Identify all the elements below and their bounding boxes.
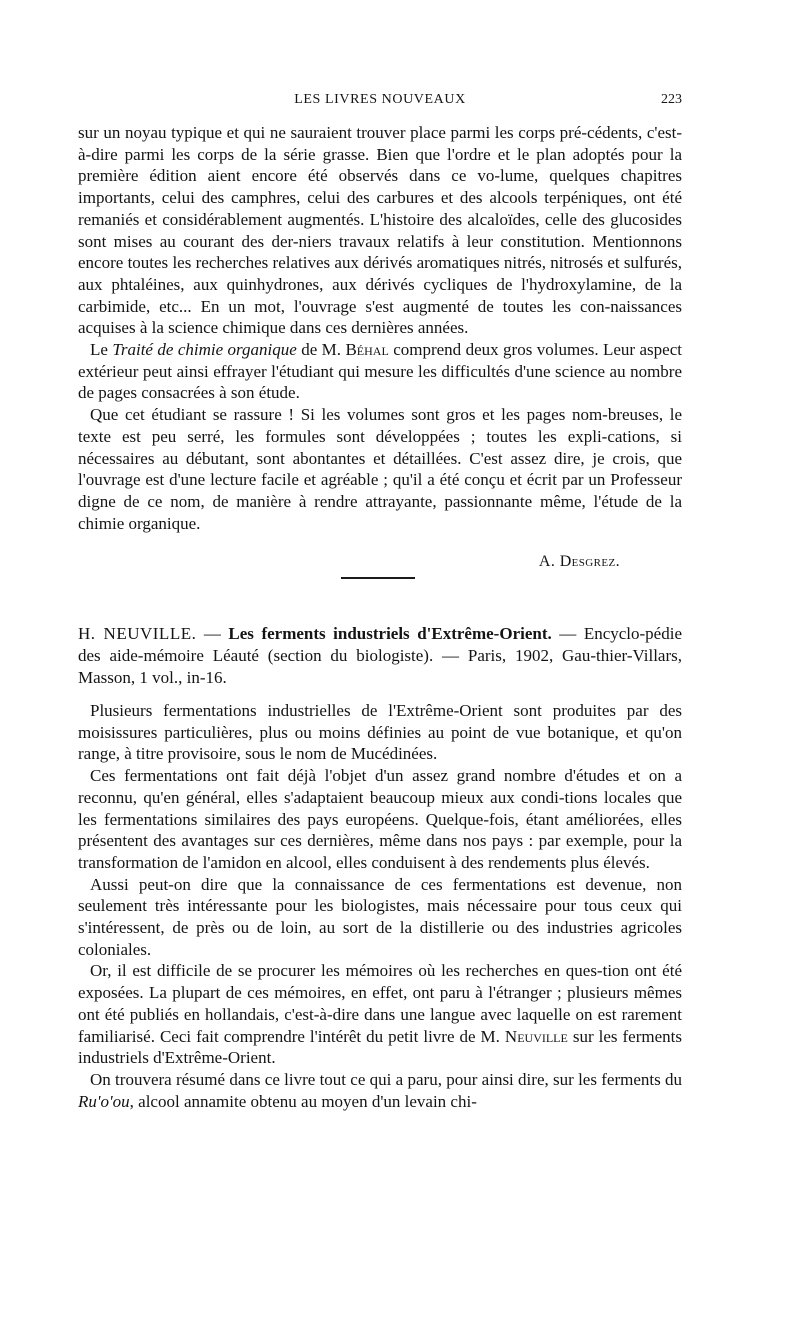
author-name: Béhal	[345, 340, 389, 360]
paragraph: Ces fermentations ont fait déjà l'objet d'un assez grand nombre d'études et on a reconnu, qu'en général, elles s'adaptaient beaucoup mieux aux condi-tions locales que les fermentations similaires des pays européens. Quelque-fois, étant améliorées, elles présentent des avantages sur ces dernières, même dans nos pays : par exemple, pour la transformation de l'amidon en alcool, elles conduisent à des rendements plus élevés.	[78, 766, 682, 872]
paragraph: On trouvera résumé dans ce livre tout ce qui a paru, pour ainsi dire, sur les ferments du Ru'o'ou, alcool annamite obtenu au moyen d'un levain chi-	[78, 1069, 682, 1111]
review-heading: H. NEUVILLE. — Les ferments industriels d'Extrême-Orient. — Encyclo-pédie des aide-mémoire Léauté (section du biologiste). — Paris, 1902, Gau-thier-Villars, Masson, 1 vol., in-16.	[78, 624, 682, 687]
paragraph: Aussi peut-on dire que la connaissance de ces fermentations est devenue, non seulement très intéressante pour les biologistes, mais nécessaire pour tous ceux qui s'intéressent, de près ou de loin, au sort de la distillerie ou des industries agricoles coloniales.	[78, 874, 682, 959]
section-divider	[341, 577, 415, 579]
reviewed-author: H. NEUVILLE.	[78, 624, 197, 643]
running-title: LES LIVRES NOUVEAUX	[294, 92, 466, 107]
reviewer-signature: A. Desgrez.	[538, 553, 620, 570]
reviewed-title: Les ferments industriels d'Extrême-Orient.	[228, 624, 552, 643]
bibliographic-details: — Encyclo-pédie des aide-mémoire Léauté (section du biologiste). — Paris, 1902, Gau-thier-Villars, Masson, 1 vol., in-16.	[78, 624, 682, 687]
italic-term: Ru'o'ou	[78, 1091, 130, 1111]
paragraph: Plusieurs fermentations industrielles de l'Extrême-Orient sont produites par des moisissures particulières, plus ou moins définies au point de vue botanique, et qu'on range, à titre provisoire, sous le nom de Mucédinées.	[78, 701, 682, 764]
review-behal-text	[78, 122, 682, 534]
book-title: Traité de chimie organique	[112, 340, 297, 360]
paragraph: Le Traité de chimie organique de M. Béhal comprend deux gros volumes. Leur aspect extérieur peut ainsi effrayer l'étudiant qui mesure les difficultés d'une science au nombre de pages consacrées à son étude.	[78, 340, 682, 403]
review-neuville-text	[78, 700, 682, 1112]
paragraph: Or, il est difficile de se procurer les mémoires où les recherches en ques-tion ont été exposées. La plupart de ces mémoires, en effet, ont paru à l'étranger ; plusieurs mêmes ont été publiés en hollandais, c'est-à-dire dans une langue avec laquelle on est rarement familiarisé. Ceci fait comprendre l'intérêt du petit livre de M. Neuville sur les ferments industriels d'Extrême-Orient.	[78, 961, 682, 1068]
page-number: 223	[661, 92, 682, 107]
running-head	[78, 92, 682, 112]
paragraph: Que cet étudiant se rassure ! Si les volumes sont gros et les pages nom-breuses, le texte est peu serré, les formules sont développées ; toutes les expli-cations, si nécessaires au débutant, sont abontantes et détaillées. C'est assez dire, je crois, que l'ouvrage est d'une lecture facile et agréable ; qu'il a été conçu et écrit par un Professeur digne de ce nom, de manière à rendre attrayante, passionnante même, l'étude de la chimie organique.	[78, 405, 682, 533]
author-name: Neuville	[504, 1026, 568, 1046]
paragraph: sur un noyau typique et qui ne sauraient trouver place parmi les corps pré-cédents, c'est-à-dire parmi les corps de la série grasse. Bien que l'ordre et le plan adoptés pour la première édition aient encore été observés dans ce vo-lume, quelques chapitres importants, celui des camphres, celui des carbures et des alcools terpéniques, ont été remaniés et considérablement augmentés. L'histoire des alcaloïdes, celle des glucosides sont mises au courant des der-niers travaux relatifs à leur constitution. Mentionnons encore toutes les recherches relatives aux dérivés aromatiques nitrés, nitrosés et sulfurés, aux phtaléines, aux quinhydrones, aux dérivés cycliques de l'hydroxylamine, de la carbimide, etc... En un mot, l'ouvrage s'est augmenté de toutes les con-naissances acquises à la science chimique dans ces dernières années.	[78, 123, 682, 338]
